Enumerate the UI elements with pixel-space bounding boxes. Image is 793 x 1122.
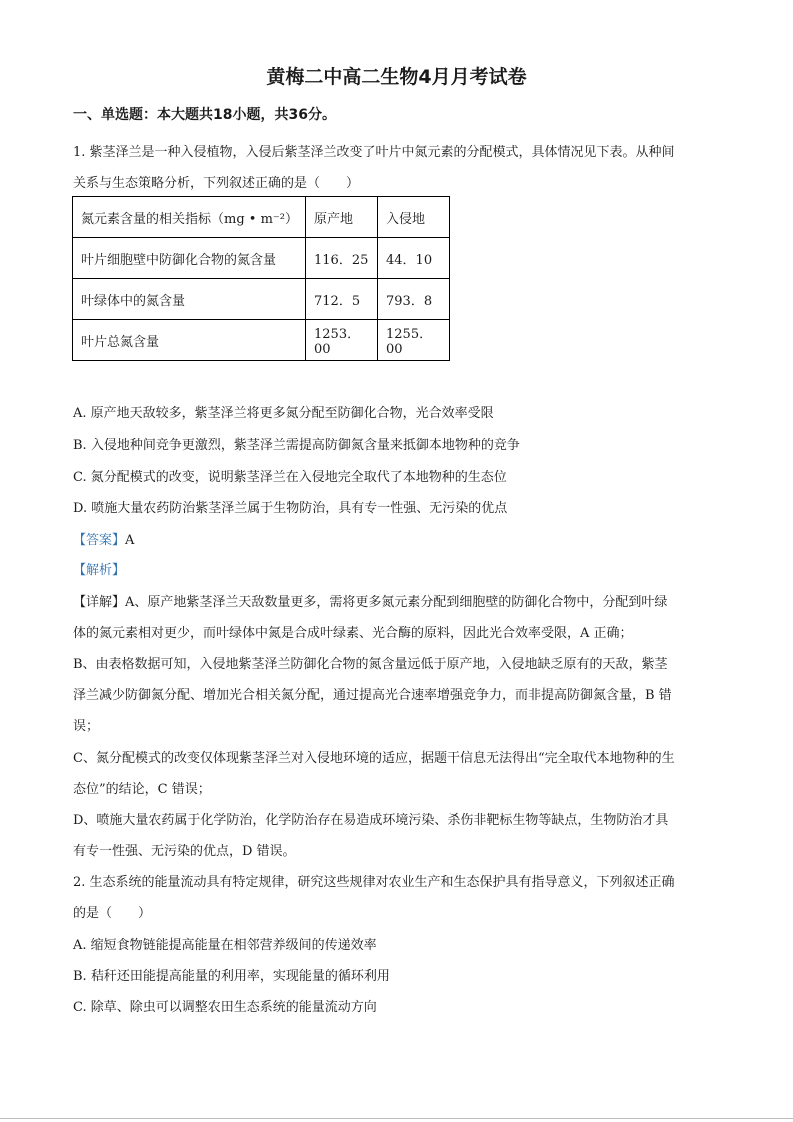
table-header-cell: 原产地 [306,197,378,238]
table-cell: 712．5 [306,279,378,320]
q1-stem-line1: 1. 紫茎泽兰是一种入侵植物，入侵后紫茎泽兰改变了叶片中氮元素的分配模式，具体情况见下表。从种间 [73,145,675,160]
q2-option-b: B. 秸秆还田能提高能量的利用率，实现能量的循环利用 [73,969,390,984]
detail-line: B、由表格数据可知，入侵地紫茎泽兰防御化合物的氮含量远低于原产地，入侵地缺乏原有的天敌，紫茎 [73,657,668,672]
table-cell: 116．25 [306,238,378,279]
q1-option-b: B. 入侵地种间竞争更激烈，紫茎泽兰需提高防御氮含量来抵御本地物种的竞争 [73,438,520,453]
detail-line: 体的氮元素相对更少，而叶绿体中氮是合成叶绿素、光合酶的原料，因此光合效率受限，A 正确； [73,626,633,641]
detail-line: 态位”的结论，C 错误； [73,782,211,797]
table-cell: 44．10 [378,238,450,279]
table-header-cell: 入侵地 [378,197,450,238]
q2-stem-line1: 2. 生态系统的能量流动具有特定规律，研究这些规律对农业生产和生态保护具有指导意义，下列叙述正确 [73,875,675,890]
table-cell: 793．8 [378,279,450,320]
table-row [73,320,450,361]
table-cell: 叶片总氮含量 [73,320,306,361]
answer-line [73,529,134,548]
detail-line: D、喷施大量农药属于化学防治，化学防治存在易造成环境污染、杀伤非靶标生物等缺点，生物防治才具 [73,813,669,828]
table-cell: 叶片细胞壁中防御化合物的氮含量 [73,238,306,279]
section-heading: 一、单选题：本大题共18小题，共36分。 [73,107,336,123]
table-cell: 1255．00 [378,320,450,361]
q1-option-d: D. 喷施大量农药防治紫茎泽兰属于生物防治，具有专一性强、无污染的优点 [73,501,508,516]
page-bottom-rule [0,1118,793,1119]
detail-line: 【详解】A、原产地紫茎泽兰天敌数量更多，需将更多氮元素分配到细胞壁的防御化合物中，分配到叶绿 [73,595,668,610]
table-header-cell: 氮元素含量的相关指标（mg • m⁻²） [73,197,306,238]
nitrogen-table [72,196,450,361]
table-cell: 叶绿体中的氮含量 [73,279,306,320]
table-header-row [73,197,450,238]
q2-option-a: A. 缩短食物链能提高能量在相邻营养级间的传递效率 [73,938,377,953]
q1-stem-line2: 关系与生态策略分析，下列叙述正确的是（ ） [73,176,360,191]
q1-option-c: C. 氮分配模式的改变，说明紫茎泽兰在入侵地完全取代了本地物种的生态位 [73,470,507,485]
table-row [73,238,450,279]
page-title: 黄梅二中高二生物4月月考试卷 [266,66,527,88]
q1-option-a: A. 原产地天敌较多，紫茎泽兰将更多氮分配至防御化合物，光合效率受限 [73,406,494,421]
analysis-tag: 【解析】 [73,563,126,578]
detail-line: 泽兰减少防御氮分配、增加光合相关氮分配，通过提高光合速率增强竞争力，而非提高防御氮含量，B 错 [73,688,672,703]
answer-value: A [125,533,135,548]
answer-tag: 【答案】 [73,533,126,548]
detail-line: 误； [73,719,100,734]
detail-line: 有专一性强、无污染的优点，D 错误。 [73,844,296,859]
q2-option-c: C. 除草、除虫可以调整农田生态系统的能量流动方向 [73,1000,377,1015]
table-cell: 1253．00 [306,320,378,361]
detail-line: C、氮分配模式的改变仅体现紫茎泽兰对入侵地环境的适应，据题干信息无法得出“完全取代本地物种的生 [73,751,675,766]
table-row [73,279,450,320]
q2-stem-line2: 的是（ ） [73,906,152,921]
